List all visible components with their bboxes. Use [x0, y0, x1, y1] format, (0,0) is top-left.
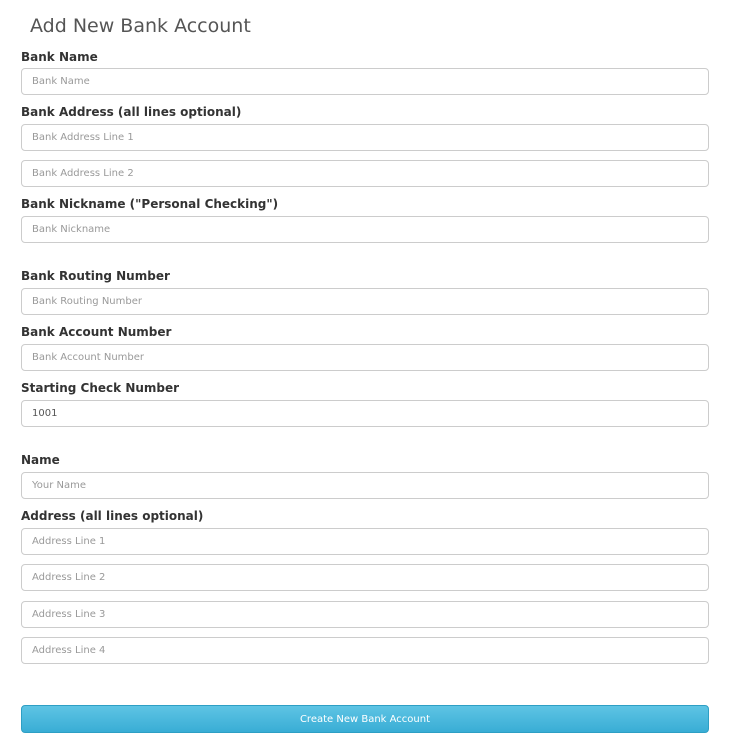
account-number-label: Bank Account Number: [21, 325, 172, 339]
bank-name-input[interactable]: [21, 68, 709, 95]
name-input[interactable]: [21, 472, 709, 499]
address-label: Address (all lines optional): [21, 509, 204, 523]
name-label: Name: [21, 453, 60, 467]
routing-number-label: Bank Routing Number: [21, 269, 170, 283]
page-title: Add New Bank Account: [30, 15, 251, 37]
bank-address-line2-input[interactable]: [21, 160, 709, 187]
address-line4-input[interactable]: [21, 637, 709, 664]
routing-number-input[interactable]: [21, 288, 709, 315]
bank-address-label: Bank Address (all lines optional): [21, 105, 242, 119]
account-number-input[interactable]: [21, 344, 709, 371]
starting-check-label: Starting Check Number: [21, 381, 180, 395]
address-line1-input[interactable]: [21, 528, 709, 555]
bank-address-line1-input[interactable]: [21, 124, 709, 151]
create-bank-account-button[interactable]: Create New Bank Account: [21, 705, 709, 733]
bank-name-label: Bank Name: [21, 50, 98, 64]
bank-nickname-input[interactable]: [21, 216, 709, 243]
address-line2-input[interactable]: [21, 564, 709, 591]
starting-check-input[interactable]: [21, 400, 709, 427]
bank-nickname-label: Bank Nickname ("Personal Checking"): [21, 197, 279, 211]
address-line3-input[interactable]: [21, 601, 709, 628]
